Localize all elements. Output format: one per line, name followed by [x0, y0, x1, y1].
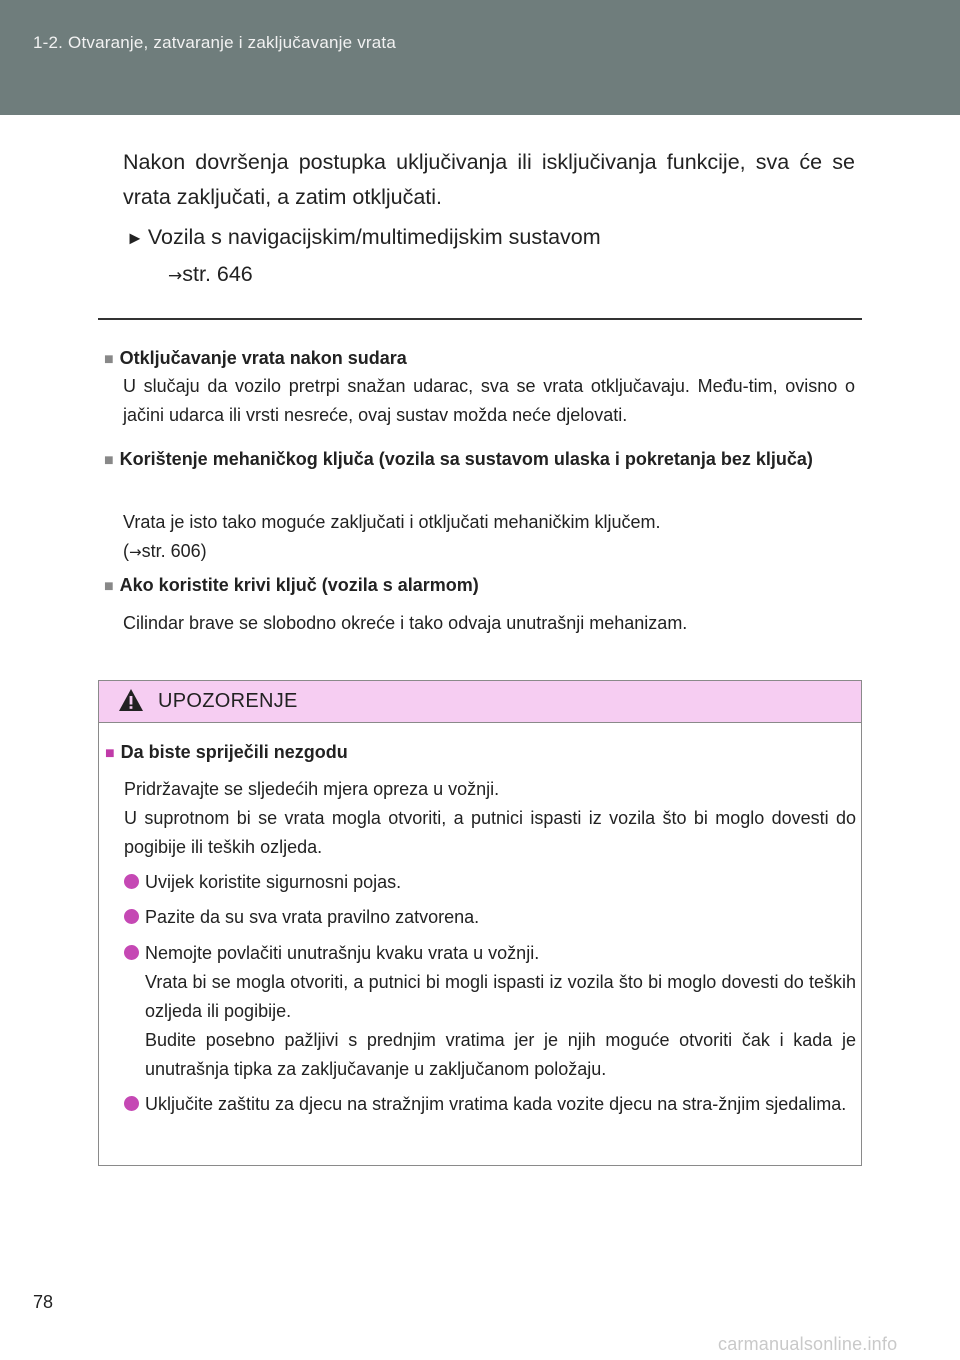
section-heading: ■ Otključavanje vrata nakon sudara — [104, 348, 407, 368]
warning-bullet-continuation: Vrata bi se mogla otvoriti, a putnici bi mogli ispasti iz vozila što bi moglo dovesti do teških ozljeda ili pogibije. — [145, 972, 856, 1021]
warning-section-heading: ■ Da biste spriječili nezgodu — [105, 742, 348, 762]
square-bullet-icon: ■ — [104, 578, 114, 595]
section-heading: ■ Ako koristite krivi ključ (vozila s alarmom) — [104, 575, 479, 595]
nav-item-label: Vozila s navigacijskim/multimedijskim sustavom — [147, 225, 601, 249]
warning-bullet: Uključite zaštitu za djecu na stražnjim vratima kada vozite djecu na stra-žnjim sjedalima. — [124, 1090, 856, 1119]
square-bullet-icon: ■ — [104, 452, 114, 469]
nav-reference-text: str. 646 — [182, 262, 253, 286]
warning-triangle-icon — [118, 688, 144, 712]
circle-bullet-icon — [124, 945, 139, 960]
warning-intro-line: U suprotnom bi se vrata mogla otvoriti, a putnici ispasti iz vozila što bi moglo dovesti do pogibije ili teških ozljeda. — [124, 808, 856, 857]
header-band — [0, 0, 960, 115]
page-number: 78 — [33, 1292, 54, 1312]
warning-intro-line: Pridržavajte se sljedećih mjera opreza u vožnji. — [124, 779, 500, 799]
intro-paragraph: Nakon dovršenja postupka uključivanja ili isključivanja funkcije, sva će se vrata zaključati, a zatim otključati. — [123, 150, 855, 209]
section-body: Vrata je isto tako moguće zaključati i otključati mehaničkim ključem. — [123, 512, 661, 532]
nav-item — [126, 225, 601, 250]
square-bullet-icon: ■ — [105, 745, 115, 762]
watermark: carmanualsonline.info — [718, 1334, 898, 1354]
warning-bullet: Pazite da su sva vrata pravilno zatvorena. — [124, 903, 856, 932]
section-reference[interactable]: (→str. 606) — [123, 541, 207, 561]
chapter-title: 1-2. Otvaranje, zatvaranje i zaključavanje vrata — [33, 33, 396, 52]
warning-bullet-continuation: Budite posebno pažljivi s prednjim vratima jer je njih moguće otvoriti čak i kada je unutrašnja tipka za zaključavanje u zaključanom položaju. — [145, 1030, 856, 1079]
arrow-right-icon: → — [168, 266, 183, 286]
triangle-bullet-icon: ► — [126, 228, 144, 248]
section-body: U slučaju da vozilo pretrpi snažan udarac, sva se vrata otključavaju. Među-tim, ovisno o jačini udarca ili vrsti nesreće, ovaj sustav možda neće djelovati. — [123, 376, 855, 425]
nav-reference[interactable] — [168, 262, 253, 287]
arrow-right-icon: → — [129, 543, 142, 561]
section-divider — [98, 318, 862, 320]
section-body: Cilindar brave se slobodno okreće i tako odvaja unutrašnji mehanizam. — [123, 613, 688, 633]
warning-title: UPOZORENJE — [158, 690, 298, 712]
circle-bullet-icon — [124, 874, 139, 889]
square-bullet-icon: ■ — [104, 351, 114, 368]
circle-bullet-icon — [124, 1096, 139, 1111]
warning-bullet: Nemojte povlačiti unutrašnju kvaku vrata u vožnji. — [124, 939, 856, 968]
warning-box — [98, 680, 862, 1166]
warning-header — [99, 681, 861, 723]
section-heading: ■ Korištenje mehaničkog ključa (vozila sa sustavom ulaska i pokretanja bez ključa) — [104, 449, 813, 469]
circle-bullet-icon — [124, 909, 139, 924]
warning-bullet: Uvijek koristite sigurnosni pojas. — [124, 868, 856, 897]
